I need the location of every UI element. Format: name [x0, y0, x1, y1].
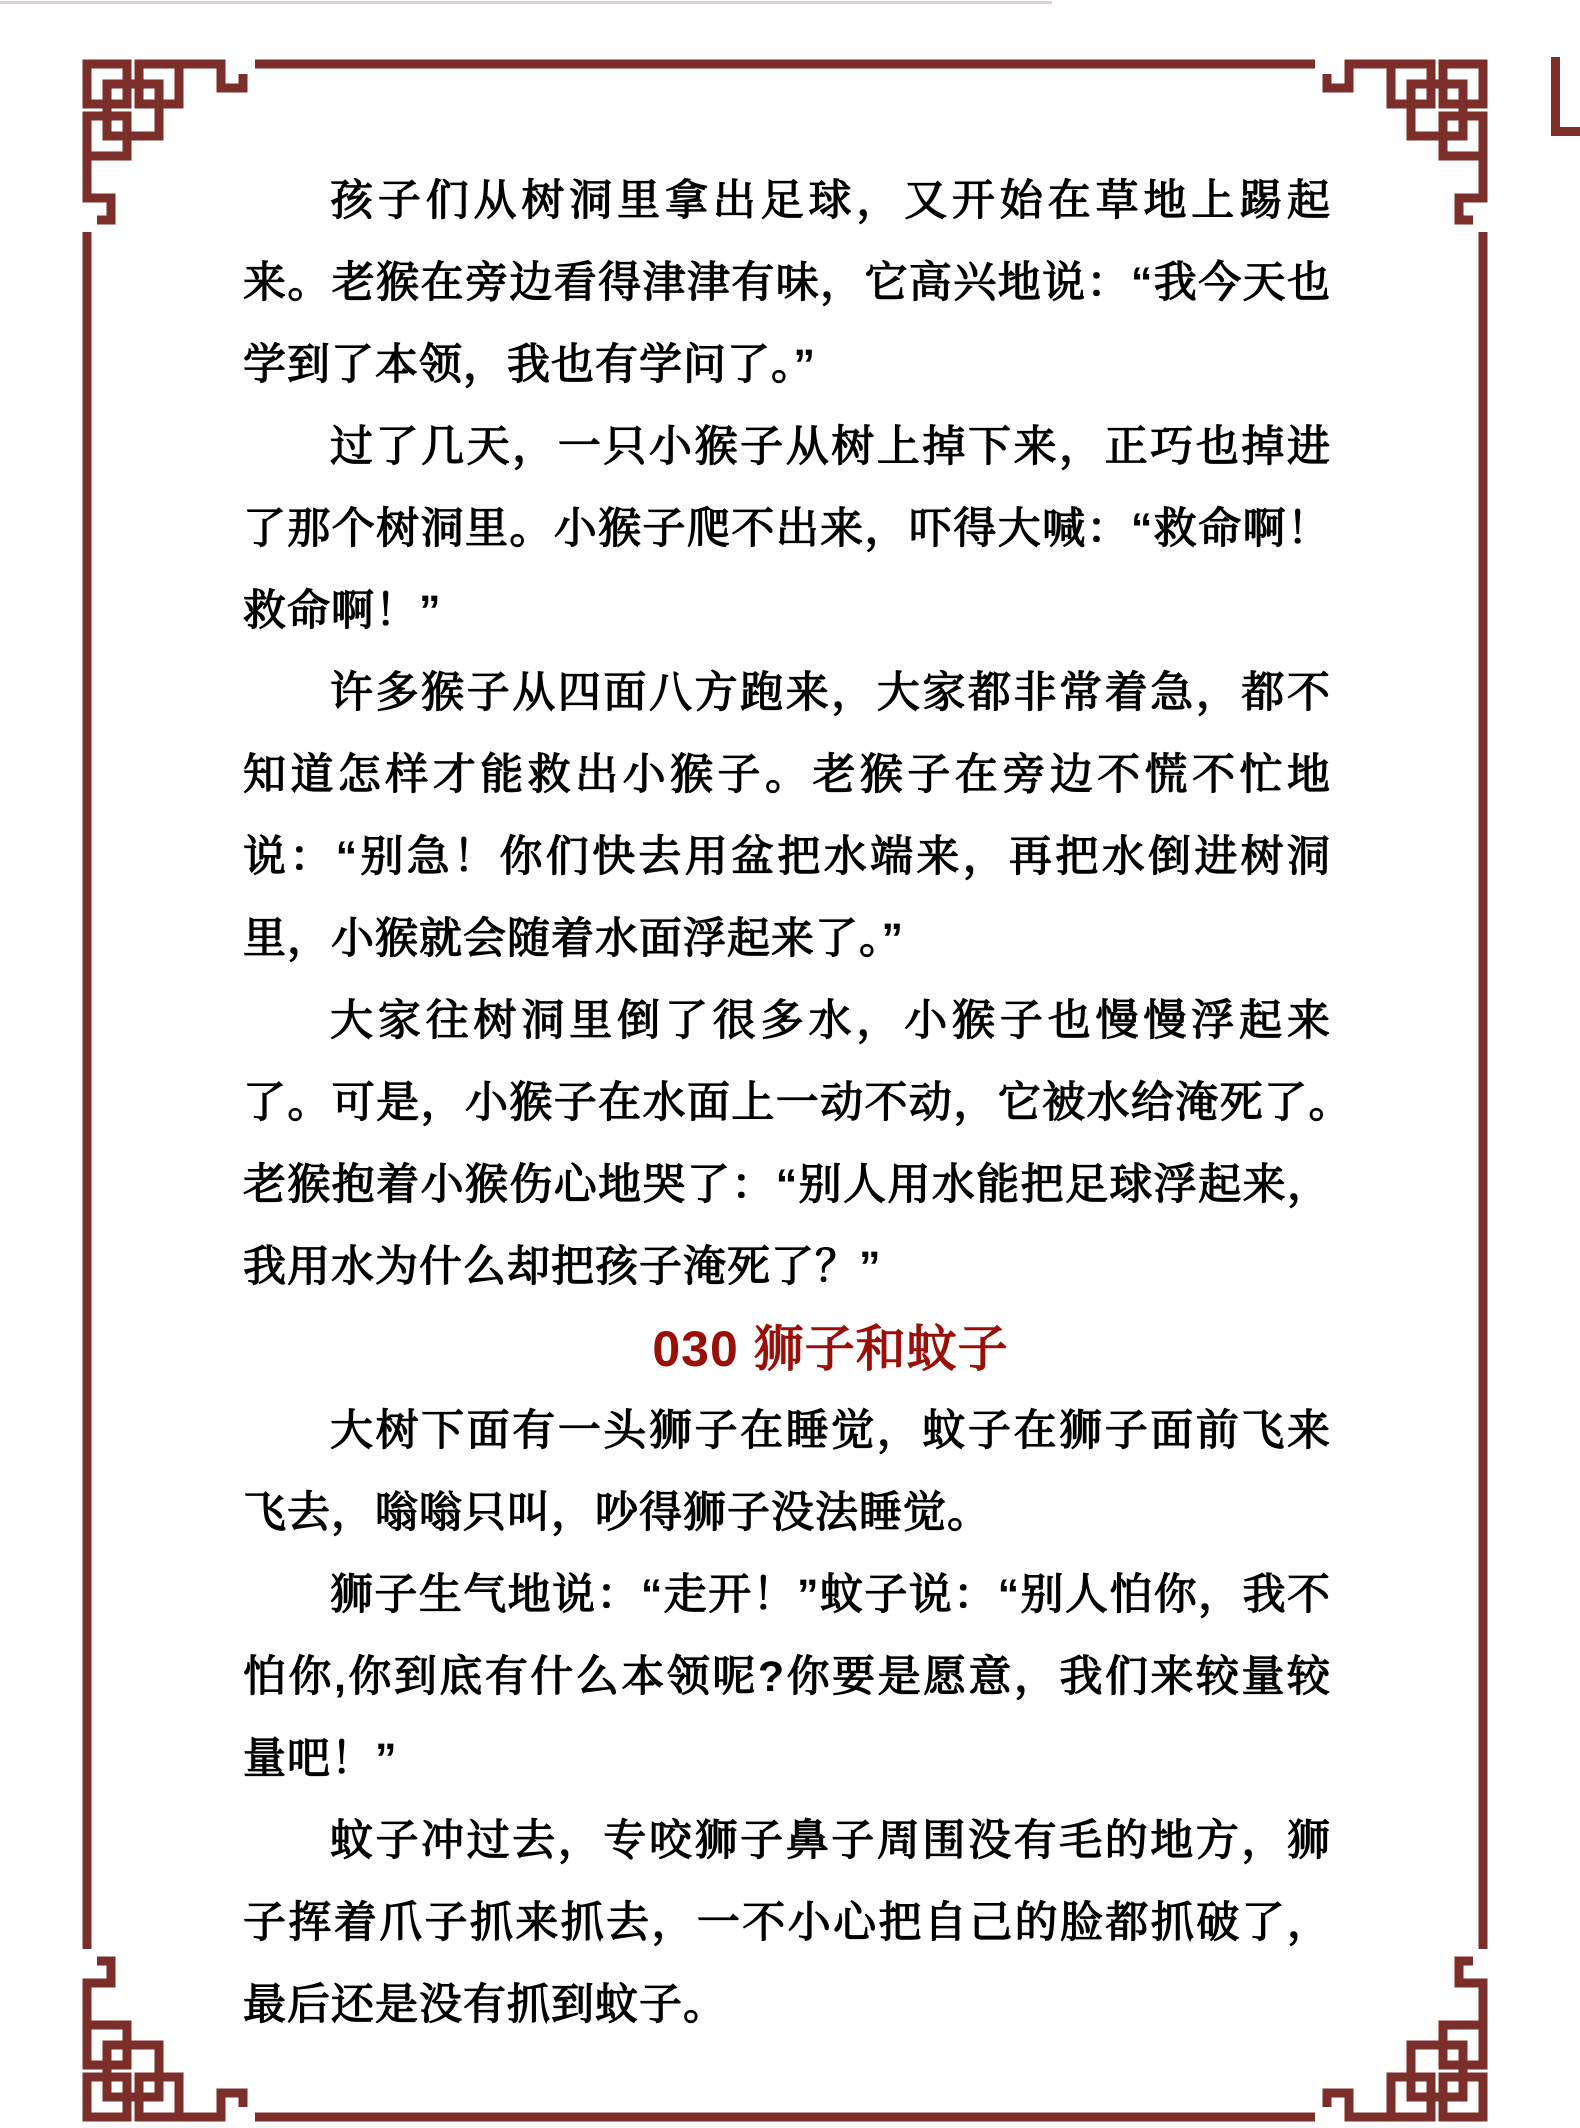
story-paragraph: 过了几天，一只小猴子从树上掉下来，正巧也掉进了那个树洞里。小猴子爬不出来，吓得大喊：“救命啊！救命啊！” — [243, 423, 1331, 635]
scan-artifact-top-line — [0, 1, 1052, 4]
story-paragraph: 狮子生气地说：“走开！”蚊子说：“别人怕你，我不怕你,你到底有什么本领呢?你要是愿意，我们来较量较量吧！” — [243, 1571, 1331, 1783]
corner-ornament-top-left — [87, 64, 267, 244]
story-paragraph: 许多猴子从四面八方跑来，大家都非常着急，都不知道怎样才能救出小猴子。老猴子在旁边不慌不忙地说：“别急！你们快去用盆把水端来，再把水倒进树洞里，小猴就会随着水面浮起来了。” — [243, 669, 1331, 963]
story-text-block — [243, 160, 1375, 2046]
story-paragraph: 蚊子冲过去，专咬狮子鼻子周围没有毛的地方，狮子挥着爪子抓来抓去，一不小心把自己的脸都抓破了，最后还是没有抓到蚊子。 — [243, 1817, 1331, 2029]
story-paragraph: 孩子们从树洞里拿出足球，又开始在草地上踢起来。老猴在旁边看得津津有味，它高兴地说：“我今天也学到了本领，我也有学问了。” — [243, 177, 1331, 389]
scan-artifact-right-stub-vertical — [1551, 57, 1560, 136]
story-paragraph: 大树下面有一头狮子在睡觉，蚊子在狮子面前飞来飞去，嗡嗡只叫，吵得狮子没法睡觉。 — [243, 1407, 1331, 1537]
corner-ornament-bottom-left — [87, 1937, 267, 2117]
scan-artifact-right-stub-horizontal — [1551, 127, 1580, 136]
story-section-heading: 030 狮子和蚊子 — [652, 1321, 1009, 1377]
story-paragraph: 大家往树洞里倒了很多水，小猴子也慢慢浮起来了。可是，小猴子在水面上一动不动，它被水给淹死了。 老猴抱着小猴伤心地哭了：“别人用水能把足球浮起来，我用水为什么却把孩子淹死了？” — [243, 997, 1375, 1291]
